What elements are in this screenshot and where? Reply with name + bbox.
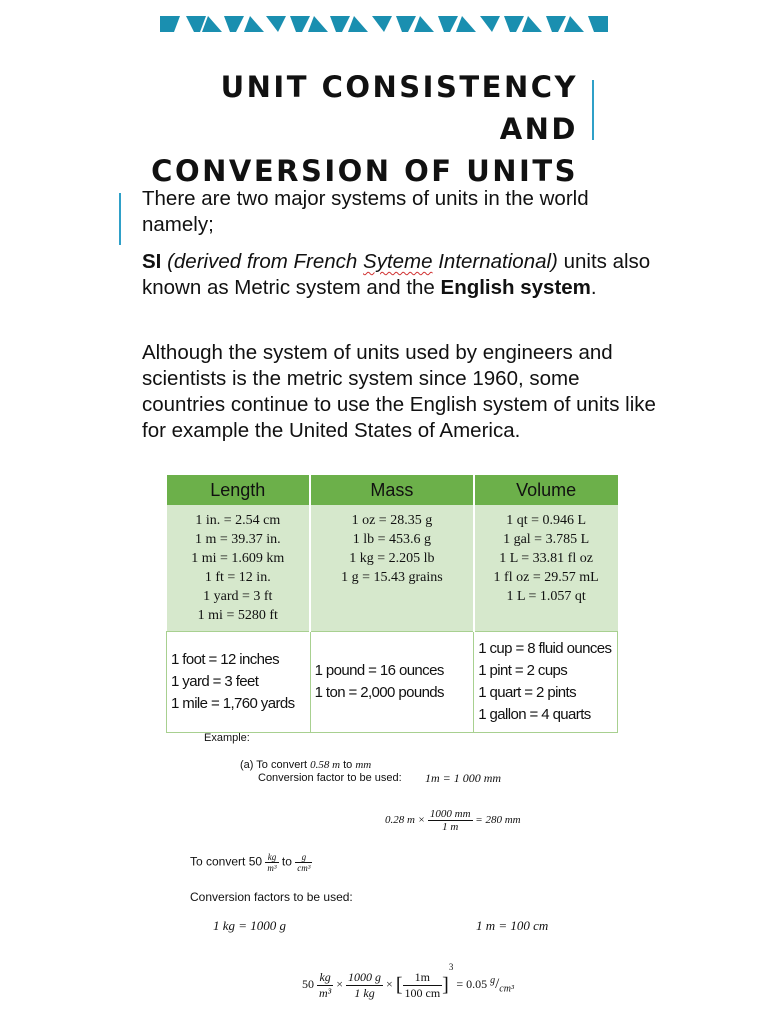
header-mass: Mass	[310, 475, 474, 505]
title-line-1: UNIT CONSISTENCY AND	[220, 70, 578, 146]
conversion-factor-equation: 1m = 1 000 mm	[425, 771, 502, 785]
length-item: 1 in. = 2.54 cm	[195, 513, 281, 528]
table-row-metric	[167, 505, 618, 632]
final-f2-num: 1000 g	[348, 969, 382, 984]
length-item: 1 yard = 3 ft	[203, 589, 273, 604]
volume-cell	[474, 505, 618, 632]
length-item: 1 mi = 5280 ft	[197, 608, 278, 623]
final-calculation	[302, 962, 514, 1001]
period: .	[590, 276, 597, 299]
si-paragraph	[142, 249, 662, 301]
conversion-factor-label: Conversion factor to be used:	[258, 772, 402, 784]
mass-english-item: 1 pound = 16 ounces	[314, 662, 444, 679]
final-unit-den: cm³	[499, 983, 514, 995]
history-paragraph: Although the system of units used by engineers and scientists is the metric system since 1960, some countries continue to use the English system of units like for example the United States of America.	[142, 341, 656, 442]
syteme-word: Syteme	[363, 250, 433, 273]
page-title	[150, 66, 578, 192]
final-times-1: ×	[336, 977, 344, 991]
banner-pattern	[160, 16, 608, 32]
final-f3-num: 1m	[403, 970, 443, 986]
b-num2: g	[295, 852, 312, 863]
final-f1-den: m³	[319, 985, 332, 1000]
final-f2-den: 1 kg	[354, 985, 375, 1000]
calc-left: 0.28 m ×	[385, 814, 426, 827]
final-equals: = 0.05	[456, 977, 488, 991]
example-a-to: to	[340, 759, 356, 771]
conversion-factor-kg: 1 kg = 1000 g	[213, 918, 287, 933]
b-den2: cm³	[297, 863, 311, 873]
volume-english-item: 1 quart = 2 pints	[478, 684, 577, 701]
mass-english-item: 1 ton = 2,000 pounds	[314, 684, 444, 701]
length-english-item: 1 yard = 3 feet	[171, 673, 259, 690]
length-item: 1 m = 39.37 in.	[194, 532, 281, 547]
mass-english-cell	[310, 632, 474, 733]
mass-cell	[310, 505, 474, 632]
final-f1-num: kg	[317, 970, 333, 986]
example-b-prefix: To convert 50	[190, 854, 263, 869]
mass-item: 1 g = 15.43 grains	[341, 570, 443, 585]
calc-numerator: 1000 mm	[429, 808, 471, 820]
b-num: kg	[265, 852, 278, 863]
final-f3-den: 100 cm	[404, 985, 441, 1000]
volume-item: 1 fl oz = 29.57 mL	[493, 570, 599, 585]
paragraph-accent-bar	[119, 193, 121, 245]
length-item: 1 mi = 1.609 km	[191, 551, 285, 566]
conversion-table	[166, 475, 618, 733]
volume-english-item: 1 cup = 8 fluid ounces	[478, 640, 612, 657]
intro-paragraph: There are two major systems of units in the world namely;	[142, 187, 589, 236]
volume-english-item: 1 gallon = 4 quarts	[478, 706, 591, 723]
calc-fraction	[428, 808, 473, 833]
header-length: Length	[167, 475, 311, 505]
final-fraction-3	[403, 970, 443, 1001]
volume-english-item: 1 pint = 2 cups	[478, 662, 568, 679]
si-term: SI	[142, 250, 162, 273]
bracket-close: ]	[442, 973, 449, 996]
bracket-open: [	[395, 973, 403, 996]
length-cell	[167, 505, 311, 632]
mass-item: 1 lb = 453.6 g	[352, 532, 432, 547]
example-b-line	[190, 852, 312, 873]
conversion-factors-label: Conversion factors to be used:	[190, 890, 353, 904]
table-header-row	[167, 475, 618, 505]
length-english-item: 1 mile = 1,760 yards	[171, 695, 295, 712]
conversion-factor-m: 1 m = 100 cm	[476, 918, 549, 933]
decorative-banner	[160, 16, 608, 32]
final-50: 50	[302, 977, 314, 991]
table-row-english	[167, 632, 618, 733]
final-unit-num: g	[490, 975, 496, 986]
calculation-a	[385, 808, 521, 833]
example-a-prefix: (a) To convert	[240, 759, 311, 771]
volume-item: 1 L = 33.81 fl oz	[499, 551, 593, 566]
mass-item: 1 oz = 28.35 g	[351, 513, 433, 528]
example-a-value: 0.58 m	[310, 759, 341, 771]
final-exponent: 3	[448, 962, 454, 972]
final-fraction-2	[346, 970, 383, 1001]
si-derivation-close: International)	[432, 250, 558, 273]
volume-item: 1 gal = 3.785 L	[503, 532, 590, 547]
example-b-fraction-2	[295, 852, 312, 873]
b-den: m³	[267, 863, 277, 873]
si-derivation-open: (derived from French	[161, 250, 364, 273]
example-a-unit: mm	[355, 759, 372, 771]
length-english-item: 1 foot = 12 inches	[171, 651, 280, 668]
title-line-2: CONVERSION OF UNITS	[151, 154, 578, 188]
example-b-to: to	[278, 854, 296, 869]
header-volume: Volume	[474, 475, 618, 505]
example-a-line	[240, 759, 371, 771]
english-system-term: English system	[440, 276, 591, 299]
volume-item: 1 L = 1.057 qt	[506, 589, 586, 604]
example-label: Example:	[204, 732, 250, 744]
si-description: units also known as Metric system and the	[142, 250, 651, 299]
calc-denominator: 1 m	[442, 821, 459, 833]
unit-slash: /	[495, 976, 500, 992]
volume-english-cell	[474, 632, 618, 733]
final-times-2: ×	[386, 977, 393, 991]
example-b-fraction-1	[265, 852, 278, 873]
title-accent-bar	[592, 80, 594, 140]
calc-right: = 280 mm	[475, 814, 521, 827]
final-fraction-1	[317, 970, 333, 1001]
length-item: 1 ft = 12 in.	[204, 570, 271, 585]
volume-item: 1 qt = 0.946 L	[506, 513, 587, 528]
mass-item: 1 kg = 2.205 lb	[349, 551, 435, 566]
length-english-cell	[167, 632, 311, 733]
